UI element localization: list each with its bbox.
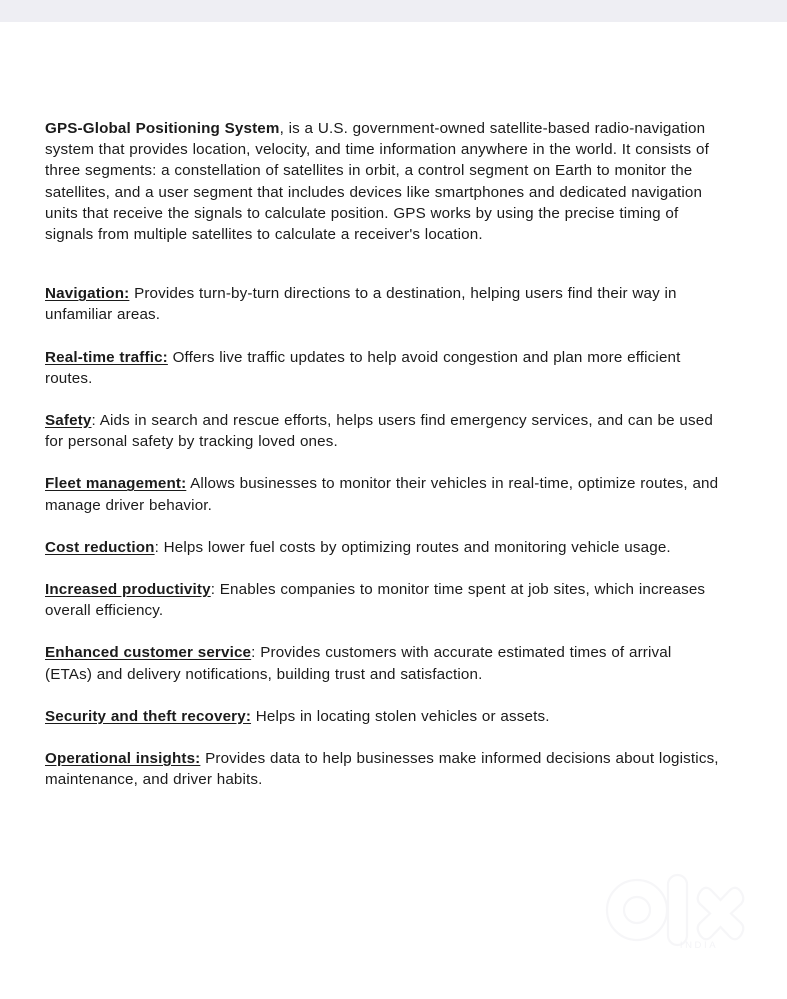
section-item	[45, 283, 721, 325]
section-term: Real-time traffic:	[45, 348, 168, 366]
section-separator: :	[251, 644, 261, 662]
section-item	[45, 537, 721, 558]
section-item	[45, 579, 721, 621]
section-term: Cost reduction	[45, 538, 155, 556]
section-body-text: Helps lower fuel costs by optimizing routes and monitoring vehicle usage.	[163, 538, 671, 556]
section-term: Increased productivity	[45, 581, 211, 599]
section-item	[45, 347, 721, 389]
section-body-text: Provides data to help businesses make informed decisions about logistics, maintenance, and driver habits.	[45, 750, 719, 789]
watermark-sub-label: INDIA	[679, 940, 719, 951]
section-separator: :	[154, 538, 164, 556]
section-body-text: Offers live traffic updates to help avoid congestion and plan more efficient routes.	[45, 348, 681, 387]
section-term: Enhanced customer service	[45, 644, 252, 662]
document-body	[45, 118, 721, 811]
section-term: Navigation:	[45, 285, 130, 303]
section-item	[45, 473, 721, 515]
section-body-text: Aids in search and rescue efforts, helps users find emergency services, and can be used for personal safety by tracking loved ones.	[45, 412, 713, 451]
section-body-text: Provides turn-by-turn directions to a destination, helping users find their way in unfamiliar areas.	[45, 285, 677, 324]
section-body-text: Helps in locating stolen vehicles or assets.	[255, 707, 550, 725]
sections-list	[45, 283, 721, 790]
section-term: Operational insights:	[45, 750, 201, 768]
intro-lead-term: GPS-Global Positioning System	[45, 120, 280, 137]
top-status-band	[0, 0, 787, 22]
section-separator: :	[91, 412, 100, 430]
section-item	[45, 748, 721, 790]
section-item	[45, 410, 721, 452]
section-separator: :	[210, 581, 220, 599]
section-term: Security and theft recovery:	[45, 707, 252, 725]
section-body-text: Enables companies to monitor time spent at job sites, which increases overall efficiency.	[45, 581, 706, 620]
section-item	[45, 642, 721, 684]
section-item	[45, 706, 721, 727]
section-body-text: Allows businesses to monitor their vehicles in real-time, optimize routes, and manage driver behavior.	[45, 475, 719, 514]
intro-paragraph	[45, 118, 721, 245]
section-term: Fleet management:	[45, 475, 187, 493]
section-body-text: Provides customers with accurate estimated times of arrival (ETAs) and delivery notifications, building trust and satisfaction.	[45, 644, 672, 683]
section-term: Safety	[45, 412, 92, 430]
olx-india-watermark	[604, 868, 756, 954]
intro-body-text: , is a U.S. government-owned satellite-based radio-navigation system that provides location, velocity, and time information anywhere in the world. It consists of three segments: a constellation of satellites in orbit, a control segment on Earth to monitor the satellites, and a user segment that includes devices like smartphones and dedicated navigation units that receive the signals to calculate position. GPS works by using the precise timing of signals from multiple satellites to calculate a receiver's location.	[45, 120, 709, 244]
watermark-olx-glyphs	[607, 875, 743, 945]
